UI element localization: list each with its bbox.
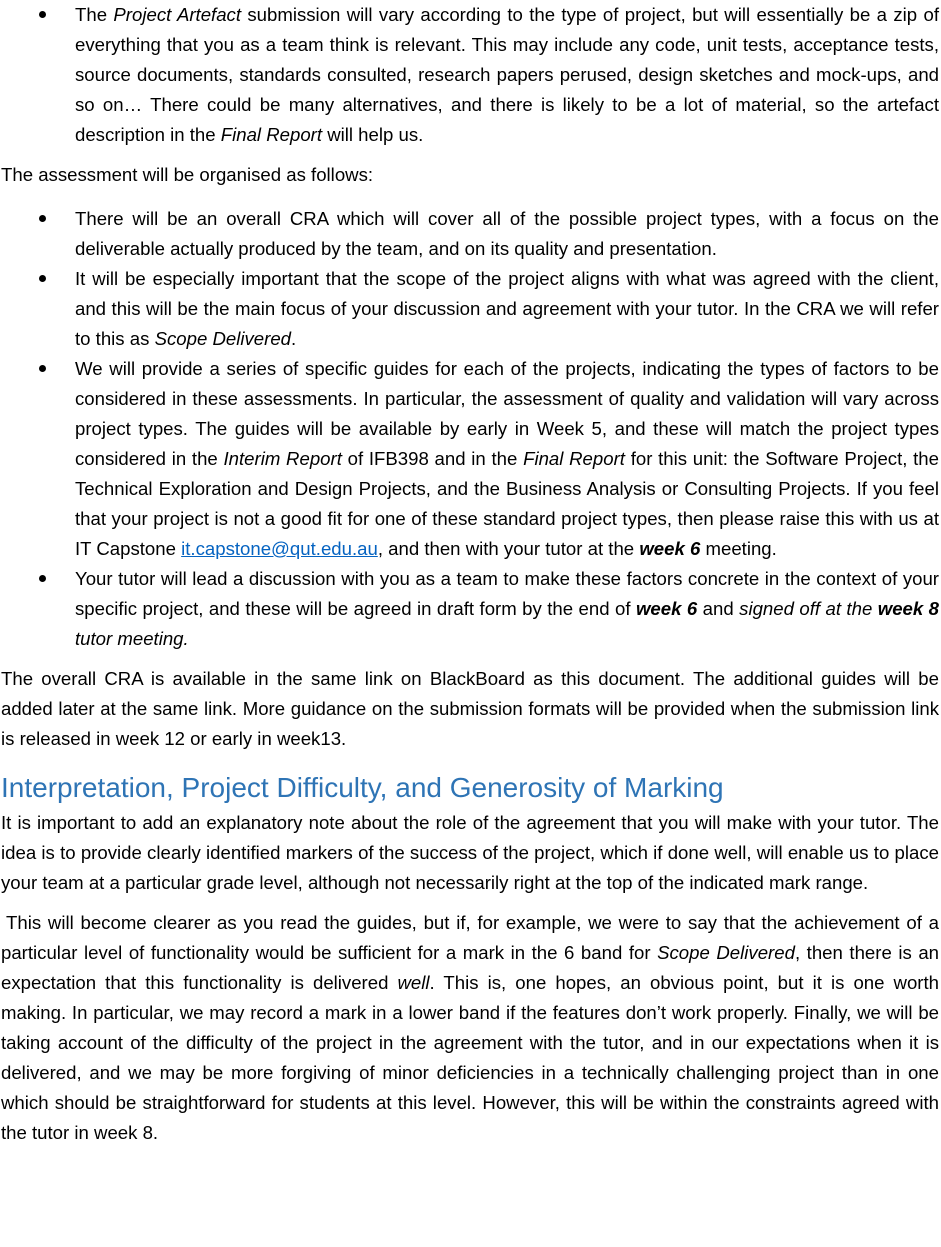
intro-paragraph: The assessment will be organised as follows: (1, 164, 374, 185)
cra-paragraph: The overall CRA is available in the same link on BlackBoard as this document. The additional guides will be added later at the same link. More guidance on the submission formats will be provided when the submission link is released in week 12 or early in week13. (1, 668, 939, 749)
bullet-list-assessment (1, 204, 939, 654)
bullet-icon (39, 275, 46, 282)
italic-run: tutor meeting. (75, 628, 189, 649)
text-run: There will be an overall CRA which will cover all of the possible project types, with a focus on the deliverable actually produced by the team, and on its quality and presentation. (75, 208, 939, 259)
text-run: . This is, one hopes, an obvious point, but it is one worth making. In particular, we may record a mark in a lower band if the features don’t work properly. Finally, we will be taking account of the difficulty of the project in the agreement with the tutor, and in our expectations when it is delivered, and we may be more forgiving of minor deficiencies in a technically challenging project than in one which should be straightforward for students at this level. However, this will be within the constraints agreed with the tutor in week 8. (1, 972, 939, 1143)
bullet-icon (39, 575, 46, 582)
list-item-scope (1, 264, 939, 354)
text-run: will help us. (322, 124, 424, 145)
document-page (1, 0, 939, 1148)
list-item-overall-cra (1, 204, 939, 264)
bold-italic-run: week 8 (877, 598, 940, 619)
bold-italic-run: week 6 (639, 538, 701, 559)
explanatory-note-paragraph: It is important to add an explanatory note about the role of the agreement that you will make with your tutor. The idea is to provide clearly identified markers of the success of the project, which if done well, will enable us to place your team at a particular grade level, although not necessarily right at the top of the indicated mark range. (1, 812, 939, 893)
text-run: submission will vary according to the type of project, but will essentially be a zip of everything that you as a team think is relevant. This may include any code, unit tests, acceptance tests, source documents, standards consulted, research papers perused, design sketches and mock-ups, and so on… There could be many alternatives, and there is likely to be a lot of material, so the artefact description in the (75, 4, 939, 145)
text-run: This will become clearer as you read the guides, but if, for example, we were to say that the achievement of a particular level of functionality would be sufficient for a mark in the 6 band for (1, 912, 939, 963)
list-item-project-artefact (1, 0, 939, 150)
text-run: It will be especially important that the scope of the project aligns with what was agreed with the client, and this will be the main focus of your discussion and agreement with your tutor. In the CRA we will refer to this as (75, 268, 939, 349)
list-item-guides (1, 354, 939, 564)
italic-run: Interim Report (223, 448, 342, 469)
text-run: and (697, 598, 740, 619)
bullet-list-top (1, 0, 939, 150)
italic-run: well (397, 972, 430, 993)
italic-run: Scope Delivered (154, 328, 292, 349)
email-link[interactable]: it.capstone@qut.edu.au (181, 538, 378, 559)
italic-run: Final Report (220, 124, 323, 145)
text-run: The (75, 4, 114, 25)
italic-run: signed off at the (739, 598, 878, 619)
italic-run: Scope Delivered (657, 942, 795, 963)
text-run: Your tutor will lead a discussion with you as a team to make these factors concrete in the context of your specific project, and these will be agreed in draft form by the end of (75, 568, 939, 619)
section-heading: Interpretation, Project Difficulty, and Generosity of Marking (1, 772, 724, 803)
bullet-icon (39, 11, 46, 18)
list-item-tutor-discussion (1, 564, 939, 654)
bullet-icon (39, 365, 46, 372)
text-run: . (291, 328, 297, 349)
bold-italic-run: week 6 (635, 598, 698, 619)
text-run: for this unit: the Software Project, the Technical Exploration and Design Projects, and the Business Analysis or Consulting Projects. If you feel that your project is not a good fit for one of these standard project types, then please raise this with us at IT Capstone (75, 448, 939, 559)
text-run: , then there is an expectation that this functionality is delivered (1, 942, 939, 993)
bullet-icon (39, 215, 46, 222)
text-run: , and then with your tutor at the (377, 538, 640, 559)
text-run: We will provide a series of specific guides for each of the projects, indicating the types of factors to be considered in these assessments. In particular, the assessment of quality and validation will vary across project types. The guides will be available by early in Week 5, and these will match the project types considered in the (75, 358, 939, 469)
text-run: of IFB398 and in the (341, 448, 524, 469)
text-run: meeting. (700, 538, 777, 559)
final-paragraph (1, 908, 939, 1148)
italic-run: Final Report (523, 448, 625, 469)
italic-run: Project Artefact (113, 4, 242, 25)
